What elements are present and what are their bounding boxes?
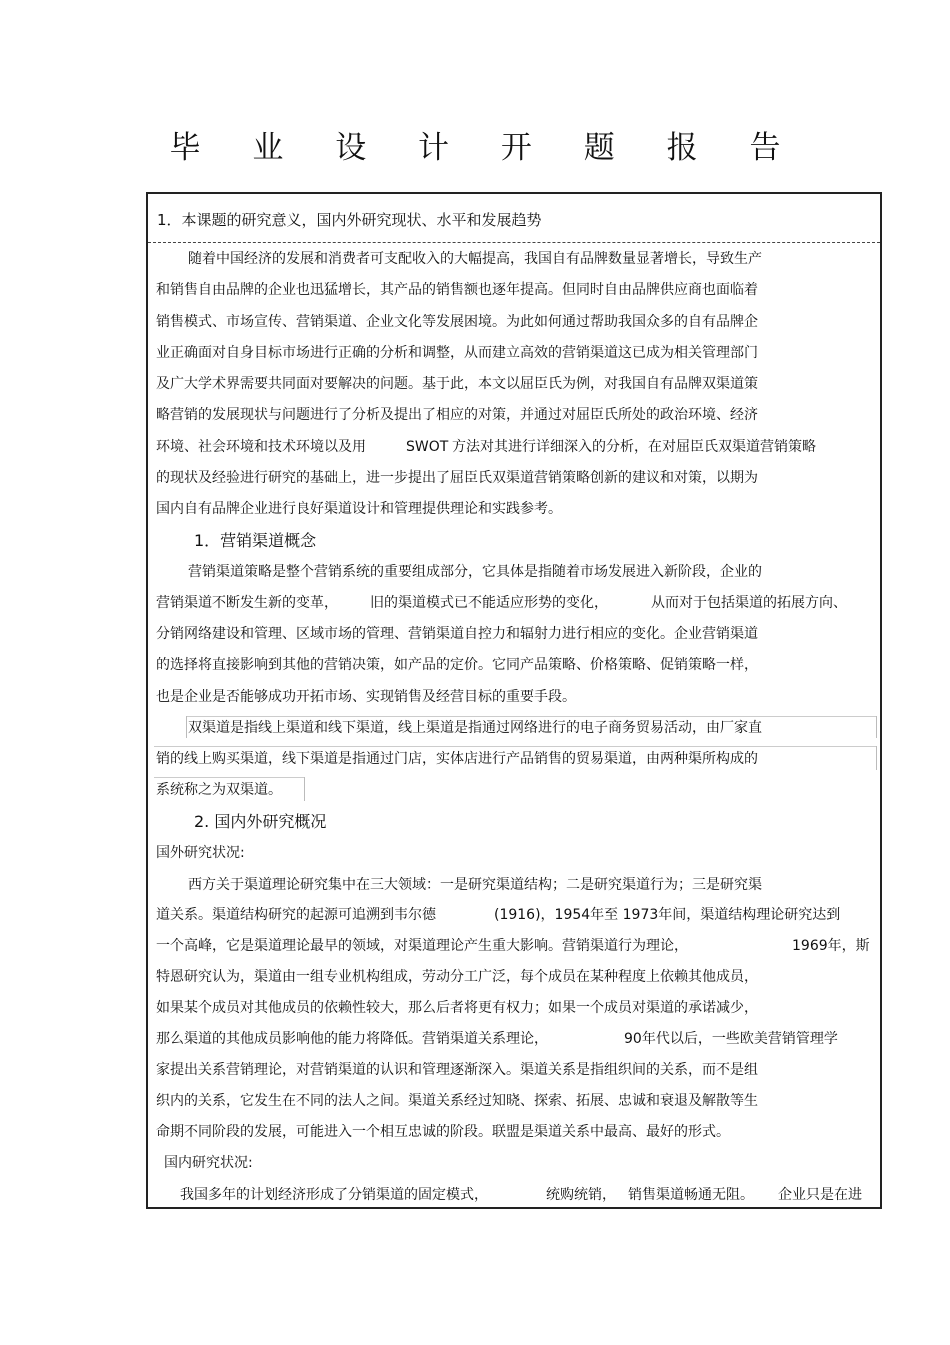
text-line: 统购统销， xyxy=(546,1187,616,1203)
text-line: (1916)，1954年至 1973年间，渠道结构理论研究达到 xyxy=(494,907,841,923)
text-line: 特恩研究认为，渠道由一组专业机构组成，劳动分工广泛，每个成员在某种程度上依赖其他成员， xyxy=(156,969,758,985)
text-line: 随着中国经济的发展和消费者可支配收入的大幅提高，我国自有品牌数量显著增长，导致生产 xyxy=(188,251,762,267)
text-line: 1969年，斯 xyxy=(792,938,870,954)
heading-marketing-channel-concept: 1．营销渠道概念 xyxy=(194,531,317,550)
rule-tick xyxy=(304,777,305,801)
text-line: 环境、社会环境和技术环境以及用 xyxy=(156,439,366,455)
text-line: 销的线上购买渠道，线下渠道是指通过门店，实体店进行产品销售的贸易渠道，由两种渠所构成的 xyxy=(156,751,758,767)
text-line: 国内自有品牌企业进行良好渠道设计和管理提供理论和实践参考。 xyxy=(156,501,562,517)
text-line: 从而对于包括渠道的拓展方向、 xyxy=(651,595,847,611)
text-line: 营销渠道策略是整个营销系统的重要组成部分，它具体是指随着市场发展进入新阶段，企业的 xyxy=(188,564,762,580)
text-line: 的选择将直接影响到其他的营销决策，如产品的定价。它同产品策略、价格策略、促销策略一样， xyxy=(156,657,758,673)
text-line: 一个高峰，它是渠道理论最早的领域，对渠道理论产生重大影响。营销渠道行为理论， xyxy=(156,938,688,954)
swot-term: SWOT xyxy=(406,439,449,455)
rule-line xyxy=(154,746,876,747)
text-line: 企业只是在进 xyxy=(778,1187,862,1203)
text-line: 系统称之为双渠道。 xyxy=(156,782,282,798)
section-header-row xyxy=(148,194,880,243)
text-line: 家提出关系营销理论，对营销渠道的认识和管理逐渐深入。渠道关系是指组织间的关系，而不是组 xyxy=(156,1062,758,1078)
text-line: 我国多年的计划经济形成了分销渠道的固定模式， xyxy=(180,1187,488,1203)
text-line: 旧的渠道模式已不能适应形势的变化， xyxy=(370,595,608,611)
text-line: 那么渠道的其他成员影响他的能力将降低。营销渠道关系理论， xyxy=(156,1031,548,1047)
text-line: 也是企业是否能够成功开拓市场、实现销售及经营目标的重要手段。 xyxy=(156,689,576,705)
text-line: 业正确面对自身目标市场进行正确的分析和调整，从而建立高效的营销渠道这已成为相关管理部门 xyxy=(156,345,758,361)
text-line: 和销售自由品牌的企业也迅猛增长，其产品的销售额也逐年提高。但同时自由品牌供应商也面临着 xyxy=(156,282,758,298)
text-line: 西方关于渠道理论研究集中在三大领域：一是研究渠道结构；二是研究渠道行为；三是研究渠 xyxy=(188,877,762,893)
domestic-research-label: 国内研究状况: xyxy=(164,1155,253,1171)
text-line: 双渠道是指线上渠道和线下渠道，线上渠道是指通过网络进行的电子商务贸易活动，由厂家直 xyxy=(188,720,762,736)
text-line: 略营销的发展现状与问题进行了分析及提出了相应的对策，并通过对屈臣氏所处的政治环境、经济 xyxy=(156,407,758,423)
text-line: 织内的关系，它发生在不同的法人之间。渠道关系经过知晓、探索、拓展、忠诚和衰退及解散等生 xyxy=(156,1093,758,1109)
rule-line xyxy=(186,716,876,717)
text-line: 销售渠道畅通无阻。 xyxy=(628,1187,754,1203)
text-line: 90年代以后，一些欧美营销管理学 xyxy=(624,1031,838,1047)
rule-tick xyxy=(186,716,187,738)
foreign-research-label: 国外研究状况: xyxy=(156,845,245,861)
text-line: 及广大学术界需要共同面对要解决的问题。基于此，本文以屈臣氏为例，对我国自有品牌双渠道策 xyxy=(156,376,758,392)
rule-tick xyxy=(876,746,877,770)
text-line: 的现状及经验进行研究的基础上，进一步提出了屈臣氏双渠道营销策略创新的建议和对策，以期为 xyxy=(156,470,758,486)
text-line: 分销网络建设和管理、区域市场的管理、营销渠道自控力和辐射力进行相应的变化。企业营销渠道 xyxy=(156,626,758,642)
text-line: 销售模式、市场宣传、营销渠道、企业文化等发展困境。为此如何通过帮助我国众多的自有品牌企 xyxy=(156,314,758,330)
rule-line xyxy=(154,777,304,778)
page-title: 毕 业 设 计 开 题 报 告 xyxy=(169,130,802,166)
text-line: 道关系。渠道结构研究的起源可追溯到韦尔德 xyxy=(156,907,436,923)
section-header: 1．本课题的研究意义，国内外研究现状、水平和发展趋势 xyxy=(157,211,542,229)
text-line: 营销渠道不断发生新的变革， xyxy=(156,595,338,611)
text-line: 命期不同阶段的发展，可能进入一个相互忠诚的阶段。联盟是渠道关系中最高、最好的形式。 xyxy=(156,1124,730,1140)
text-line: 如果某个成员对其他成员的依赖性较大，那么后者将更有权力；如果一个成员对渠道的承诺减少， xyxy=(156,1000,758,1016)
heading-research-overview: 2. 国内外研究概况 xyxy=(194,812,327,831)
text-line: 方法对其进行详细深入的分析，在对屈臣氏双渠道营销策略 xyxy=(452,439,816,455)
rule-tick xyxy=(876,716,877,738)
